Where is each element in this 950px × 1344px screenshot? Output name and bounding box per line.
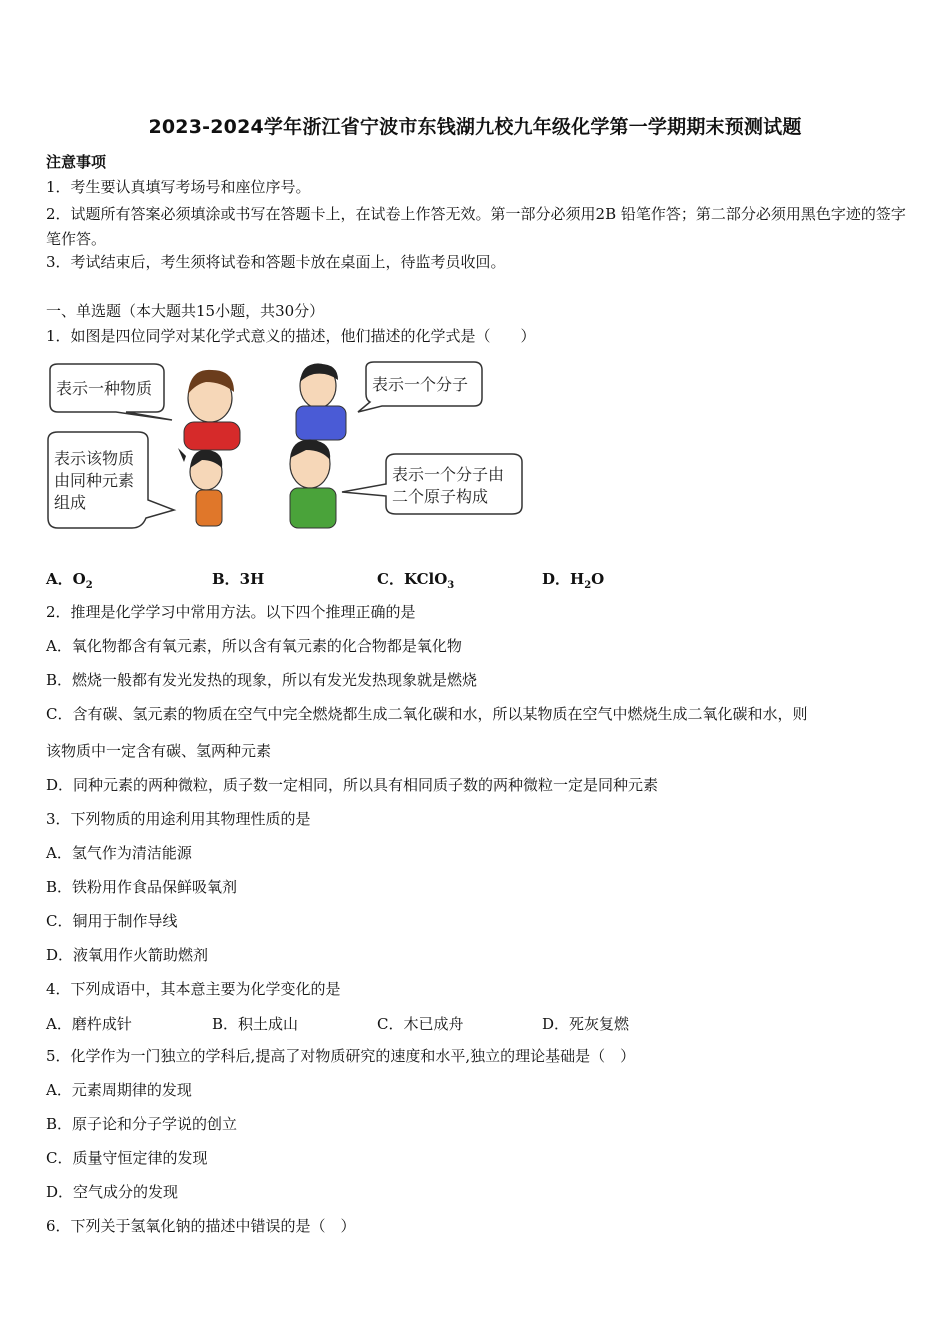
q1-option-b[interactable]	[212, 568, 264, 589]
q2-option-b[interactable]: B．燃烧一般都有发光发热的现象，所以有发光发热现象就是燃烧	[46, 671, 478, 689]
q2-option-d[interactable]: D．同种元素的两种微粒，质子数一定相同，所以具有相同质子数的两种微粒一定是同种元素	[46, 776, 659, 794]
q1-option-d[interactable]	[542, 568, 604, 591]
person-top-left	[184, 370, 240, 450]
q1-option-d-sub: 2	[584, 580, 592, 591]
q4-option-b[interactable]: B．积土成山	[212, 1015, 299, 1033]
q1-option-c[interactable]	[377, 568, 454, 591]
q2-option-c[interactable]: C．含有碳、氢元素的物质在空气中完全燃烧都生成二氧化碳和水，所以某物质在空气中燃烧生成二氧化碳和水，则	[46, 705, 808, 723]
bubble-bottom-right-line2: 二个原子构成	[392, 487, 489, 506]
person-bottom-right	[290, 440, 336, 528]
q3-option-b[interactable]: B．铁粉用作食品保鲜吸氧剂	[46, 878, 238, 896]
bubble-bottom-right-line1: 表示一个分子由	[392, 465, 505, 484]
q4-stem: 4．下列成语中，其本意主要为化学变化的是	[46, 980, 341, 998]
q5-option-c[interactable]: C．质量守恒定律的发现	[46, 1149, 208, 1167]
q2-option-c-continued: 该物质中一定含有碳、氢两种元素	[46, 742, 272, 760]
q5-option-d[interactable]: D．空气成分的发现	[46, 1183, 179, 1201]
q1-stem: 1．如图是四位同学对某化学式意义的描述，他们描述的化学式是（ ）	[46, 327, 536, 345]
q4-option-a[interactable]: A．磨杵成针	[46, 1015, 132, 1033]
notice-item-2: 2．试题所有答案必须填涂或书写在答题卡上，在试卷上作答无效。第一部分必须用2B 铅笔作答；第二部分必须用黑色字迹的签字笔作答。	[46, 205, 906, 248]
bubble-top-left-text: 表示一种物质	[56, 379, 153, 398]
q1-option-d-tail: O	[591, 570, 605, 588]
q1-option-c-sub: 3	[447, 580, 455, 591]
q1-cartoon-figure	[46, 360, 536, 540]
q6-stem: 6．下列关于氢氧化钠的描述中错误的是（ ）	[46, 1217, 356, 1235]
bubble-top-right	[358, 362, 482, 412]
q4-option-c[interactable]: C．木已成舟	[377, 1015, 464, 1033]
bubble-top-left	[50, 364, 172, 420]
q1-option-b-text: B．3H	[212, 570, 265, 588]
bubble-bottom-left	[48, 432, 174, 528]
notice-heading: 注意事项	[46, 153, 107, 171]
person-top-right	[296, 364, 346, 440]
bubble-bottom-left-line2: 由同种元素	[54, 471, 135, 490]
section-heading: 一、单选题（本大题共15小题，共30分）	[46, 302, 325, 320]
q1-option-a-sub: 2	[85, 580, 93, 591]
q5-option-a[interactable]: A．元素周期律的发现	[46, 1081, 192, 1099]
q3-option-c[interactable]: C．铜用于制作导线	[46, 912, 178, 930]
bubble-bottom-left-line1: 表示该物质	[54, 449, 135, 468]
bubble-bottom-right	[342, 454, 522, 514]
q1-option-a[interactable]	[46, 568, 93, 591]
q3-stem: 3．下列物质的用途利用其物理性质的是	[46, 810, 311, 828]
page-title: 2023-2024学年浙江省宁波市东钱湖九校九年级化学第一学期期末预测试题	[148, 116, 802, 138]
q3-option-a[interactable]: A．氢气作为清洁能源	[46, 844, 192, 862]
q5-option-b[interactable]: B．原子论和分子学说的创立	[46, 1115, 238, 1133]
q1-option-a-text: A．O	[46, 570, 86, 588]
q5-stem: 5．化学作为一门独立的学科后,提高了对物质研究的速度和水平,独立的理论基础是（ ）	[46, 1047, 636, 1065]
q4-option-d[interactable]: D．死灰复燃	[542, 1015, 630, 1033]
notice-item-3: 3．考试结束后，考生须将试卷和答题卡放在桌面上，待监考员收回。	[46, 253, 506, 271]
notice-item-1: 1．考生要认真填写考场号和座位序号。	[46, 178, 311, 196]
bubble-top-right-text: 表示一个分子	[372, 375, 469, 394]
person-bottom-left	[178, 448, 222, 526]
q1-option-c-text: C．KClO	[377, 570, 448, 588]
q2-option-a[interactable]: A．氧化物都含有氧元素，所以含有氧元素的化合物都是氧化物	[46, 637, 462, 655]
bubble-bottom-left-line3: 组成	[54, 493, 87, 512]
q1-option-d-text: D．H	[542, 570, 585, 588]
q3-option-d[interactable]: D．液氧用作火箭助燃剂	[46, 946, 209, 964]
q2-stem: 2．推理是化学学习中常用方法。以下四个推理正确的是	[46, 603, 416, 621]
